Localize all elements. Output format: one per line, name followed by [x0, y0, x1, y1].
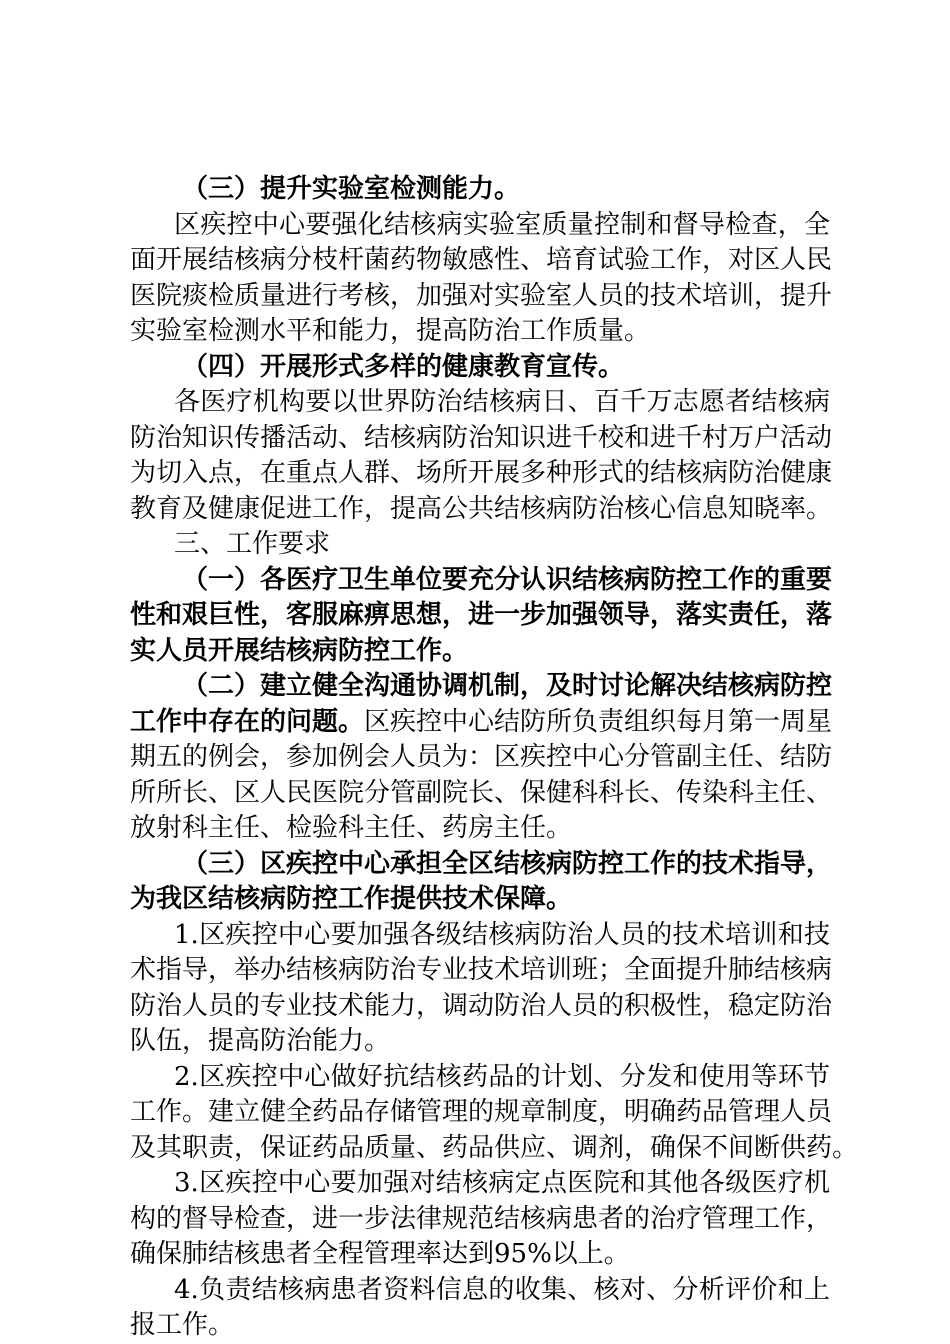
requirement-1-line: 性和艰巨性，客服麻痹思想，进一步加强领导，落实责任，落: [130, 600, 833, 630]
part-heading-work-requirements: 三、工作要求: [174, 529, 331, 559]
paragraph-lab-line: 医院痰检质量进行考核，加强对实验室人员的技术培训，提升: [130, 280, 833, 311]
paragraph-education-line: 各医疗机构要以世界防治结核病日、百千万志愿者结核病: [174, 387, 830, 417]
requirement-2-line: 放射科主任、检验科主任、药房主任。: [130, 813, 573, 843]
item-3-line: 确保肺结核患者全程管理率达到95%以上。: [130, 1239, 630, 1269]
requirement-3-line: （三）区疾控中心承担全区结核病防控工作的技术指导，: [182, 848, 833, 879]
item-2-line: 及其职责，保证药品质量、药品供应、调剂，确保不间断供药。: [130, 1132, 859, 1163]
item-3-line: 构的督导检查，进一步法律规范结核病患者的治疗管理工作，: [130, 1203, 833, 1234]
paragraph-education-line: 为切入点，在重点人群、场所开展多种形式的结核病防治健康: [130, 458, 833, 488]
requirement-2-bold-span: 工作中存在的问题。: [130, 706, 365, 737]
item-1-line: 队伍，提高防治能力。: [130, 1026, 391, 1056]
paragraph-education-line: 防治知识传播活动、结核病防治知识进千校和进千村万户活动: [130, 422, 833, 453]
item-4-line: 4.负责结核病患者资料信息的收集、核对、分析评价和上: [174, 1274, 830, 1305]
requirement-2-line: （二）建立健全沟通协调机制，及时讨论解决结核病防控: [182, 671, 833, 701]
item-1-line: 1.区疾控中心要加强各级结核病防治人员的技术培训和技: [174, 919, 830, 950]
item-2-line: 工作。建立健全药品存储管理的规章制度，明确药品管理人员: [130, 1097, 833, 1127]
section-heading-lab-capacity: （三）提升实验室检测能力。: [182, 174, 521, 204]
requirement-2-rest-span: 区疾控中心结防所负责组织每月第一周星: [364, 706, 833, 737]
requirement-2-line: [130, 705, 833, 741]
requirement-3-line: 为我区结核病防控工作提供技术保障。: [130, 884, 573, 914]
paragraph-education-line: 教育及健康促进工作，提高公共结核病防治核心信息知晓率。: [130, 493, 833, 524]
paragraph-lab-line: 区疾控中心要强化结核病实验室质量控制和督导检查，全: [174, 209, 830, 240]
item-4-line: 报工作。: [130, 1310, 235, 1340]
item-3-line: 3.区疾控中心要加强对结核病定点医院和其他各级医疗机: [174, 1168, 830, 1198]
document-page: [130, 172, 859, 1344]
item-1-line: 术指导，举办结核病防治专业技术培训班；全面提升肺结核病: [130, 955, 833, 985]
requirement-1-line: 实人员开展结核病防控工作。: [130, 635, 469, 666]
requirement-2-line: 所所长、区人民医院分管副院长、保健科科长、传染科主任、: [130, 777, 833, 808]
requirement-2-line: 期五的例会，参加例会人员为：区疾控中心分管副主任、结防: [130, 742, 833, 772]
paragraph-lab-line: 面开展结核病分枝杆菌药物敏感性、培育试验工作，对区人民: [130, 245, 833, 275]
requirement-1-line: （一）各医疗卫生单位要充分认识结核病防控工作的重要: [182, 564, 833, 595]
paragraph-lab-line: 实验室检测水平和能力，提高防治工作质量。: [130, 316, 651, 346]
item-2-line: 2.区疾控中心做好抗结核药品的计划、分发和使用等环节: [174, 1061, 830, 1092]
item-1-line: 防治人员的专业技术能力，调动防治人员的积极性，稳定防治: [130, 990, 833, 1021]
section-heading-health-education: （四）开展形式多样的健康教育宣传。: [182, 351, 625, 382]
